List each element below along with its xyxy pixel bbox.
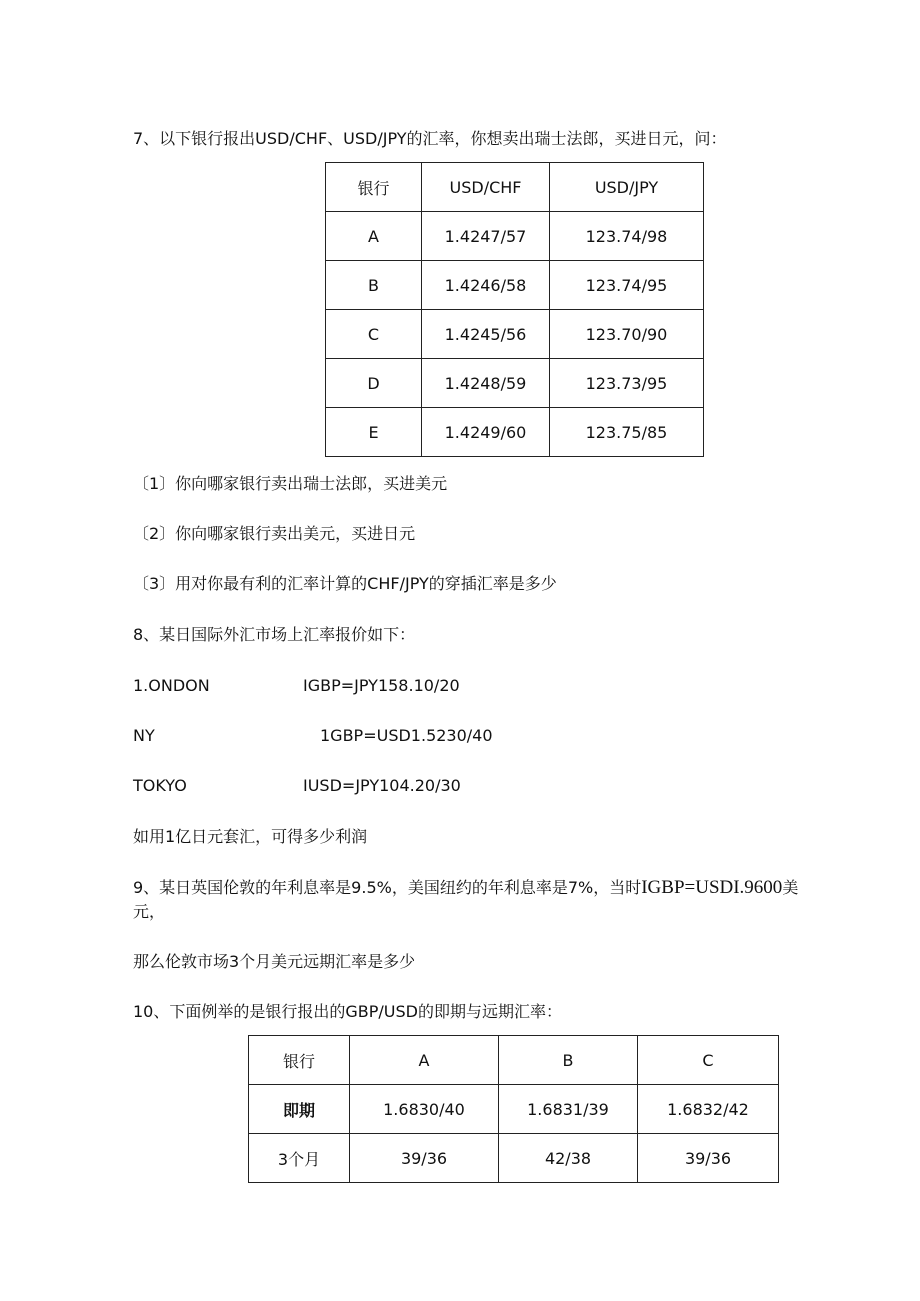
usd-jpy-cell: 123.75/85 (550, 408, 704, 457)
rate-cell: 39/36 (638, 1134, 779, 1183)
rate-cell: 42/38 (499, 1134, 638, 1183)
q9-line3: 那么伦敦市场3个月美元远期汇率是多少 (133, 952, 416, 971)
usd-jpy-cell: 123.74/98 (550, 212, 704, 261)
usd-jpy-cell: 123.74/95 (550, 261, 704, 310)
q9-spot-rate: IGBP=USDI.9600 (641, 877, 783, 898)
usd-chf-cell: 1.4249/60 (422, 408, 550, 457)
bank-cell: D (326, 359, 422, 408)
q7-sub2: 〔2〕你向哪家银行卖出美元，买进日元 (133, 524, 416, 543)
usd-chf-cell: 1.4246/58 (422, 261, 550, 310)
q10-rate-table (248, 1035, 779, 1183)
usd-jpy-cell: 123.73/95 (550, 359, 704, 408)
bank-cell: A (326, 212, 422, 261)
q7-rate-table (325, 162, 704, 457)
q7-sub3: 〔3〕用对你最有利的汇率计算的CHF/JPY的穿插汇率是多少 (133, 574, 557, 593)
header-usd-jpy: USD/JPY (550, 163, 704, 212)
q9-text-a: 9、某日英国伦敦的年利息率是9.5%，美国纽约的年利息率是7%，当时 (133, 878, 642, 897)
row-label-spot: 即期 (249, 1085, 350, 1134)
bank-cell: C (326, 310, 422, 359)
header-usd-chf: USD/CHF (422, 163, 550, 212)
header-bank-a: A (350, 1036, 499, 1085)
q10-intro: 10、下面例举的是银行报出的GBP/USD的即期与远期汇率： (133, 1002, 562, 1021)
q8-question: 如用1亿日元套汇，可得多少利润 (133, 827, 368, 846)
table-row (326, 359, 704, 408)
bank-cell: E (326, 408, 422, 457)
table-row (326, 212, 704, 261)
market-name-tokyo: TOKYO (133, 776, 187, 795)
table-row (326, 261, 704, 310)
table-header-row (249, 1036, 779, 1085)
q8-intro: 8、某日国际外汇市场上汇率报价如下： (133, 625, 416, 644)
rate-cell: 1.6830/40 (350, 1085, 499, 1134)
bank-cell: B (326, 261, 422, 310)
table-row (249, 1085, 779, 1134)
header-bank: 银行 (326, 163, 422, 212)
market-name-ny: NY (133, 726, 155, 745)
q9-line2: 元， (133, 902, 166, 921)
rate-cell: 1.6832/42 (638, 1085, 779, 1134)
q9-text-c: 美 (782, 878, 799, 897)
header-bank-b: B (499, 1036, 638, 1085)
q9-line1 (133, 877, 798, 899)
table-row (326, 408, 704, 457)
usd-jpy-cell: 123.70/90 (550, 310, 704, 359)
rate-cell: 1.6831/39 (499, 1085, 638, 1134)
row-label-3-months: 3个月 (249, 1134, 350, 1183)
q7-intro: 7、以下银行报出USD/CHF、USD/JPY的汇率，你想卖出瑞士法郎，买进日元，问： (133, 129, 727, 148)
table-header-row (326, 163, 704, 212)
table-row (326, 310, 704, 359)
market-rate-tokyo: IUSD=JPY104.20/30 (303, 776, 461, 795)
usd-chf-cell: 1.4245/56 (422, 310, 550, 359)
market-rate-london: IGBP=JPY158.10/20 (303, 676, 460, 695)
header-bank: 银行 (249, 1036, 350, 1085)
usd-chf-cell: 1.4248/59 (422, 359, 550, 408)
header-bank-c: C (638, 1036, 779, 1085)
table-row (249, 1134, 779, 1183)
rate-cell: 39/36 (350, 1134, 499, 1183)
usd-chf-cell: 1.4247/57 (422, 212, 550, 261)
market-rate-ny: 1GBP=USD1.5230/40 (320, 726, 493, 745)
q7-sub1: 〔1〕你向哪家银行卖出瑞士法郎，买进美元 (133, 474, 448, 493)
market-name-london: 1.ONDON (133, 676, 210, 695)
